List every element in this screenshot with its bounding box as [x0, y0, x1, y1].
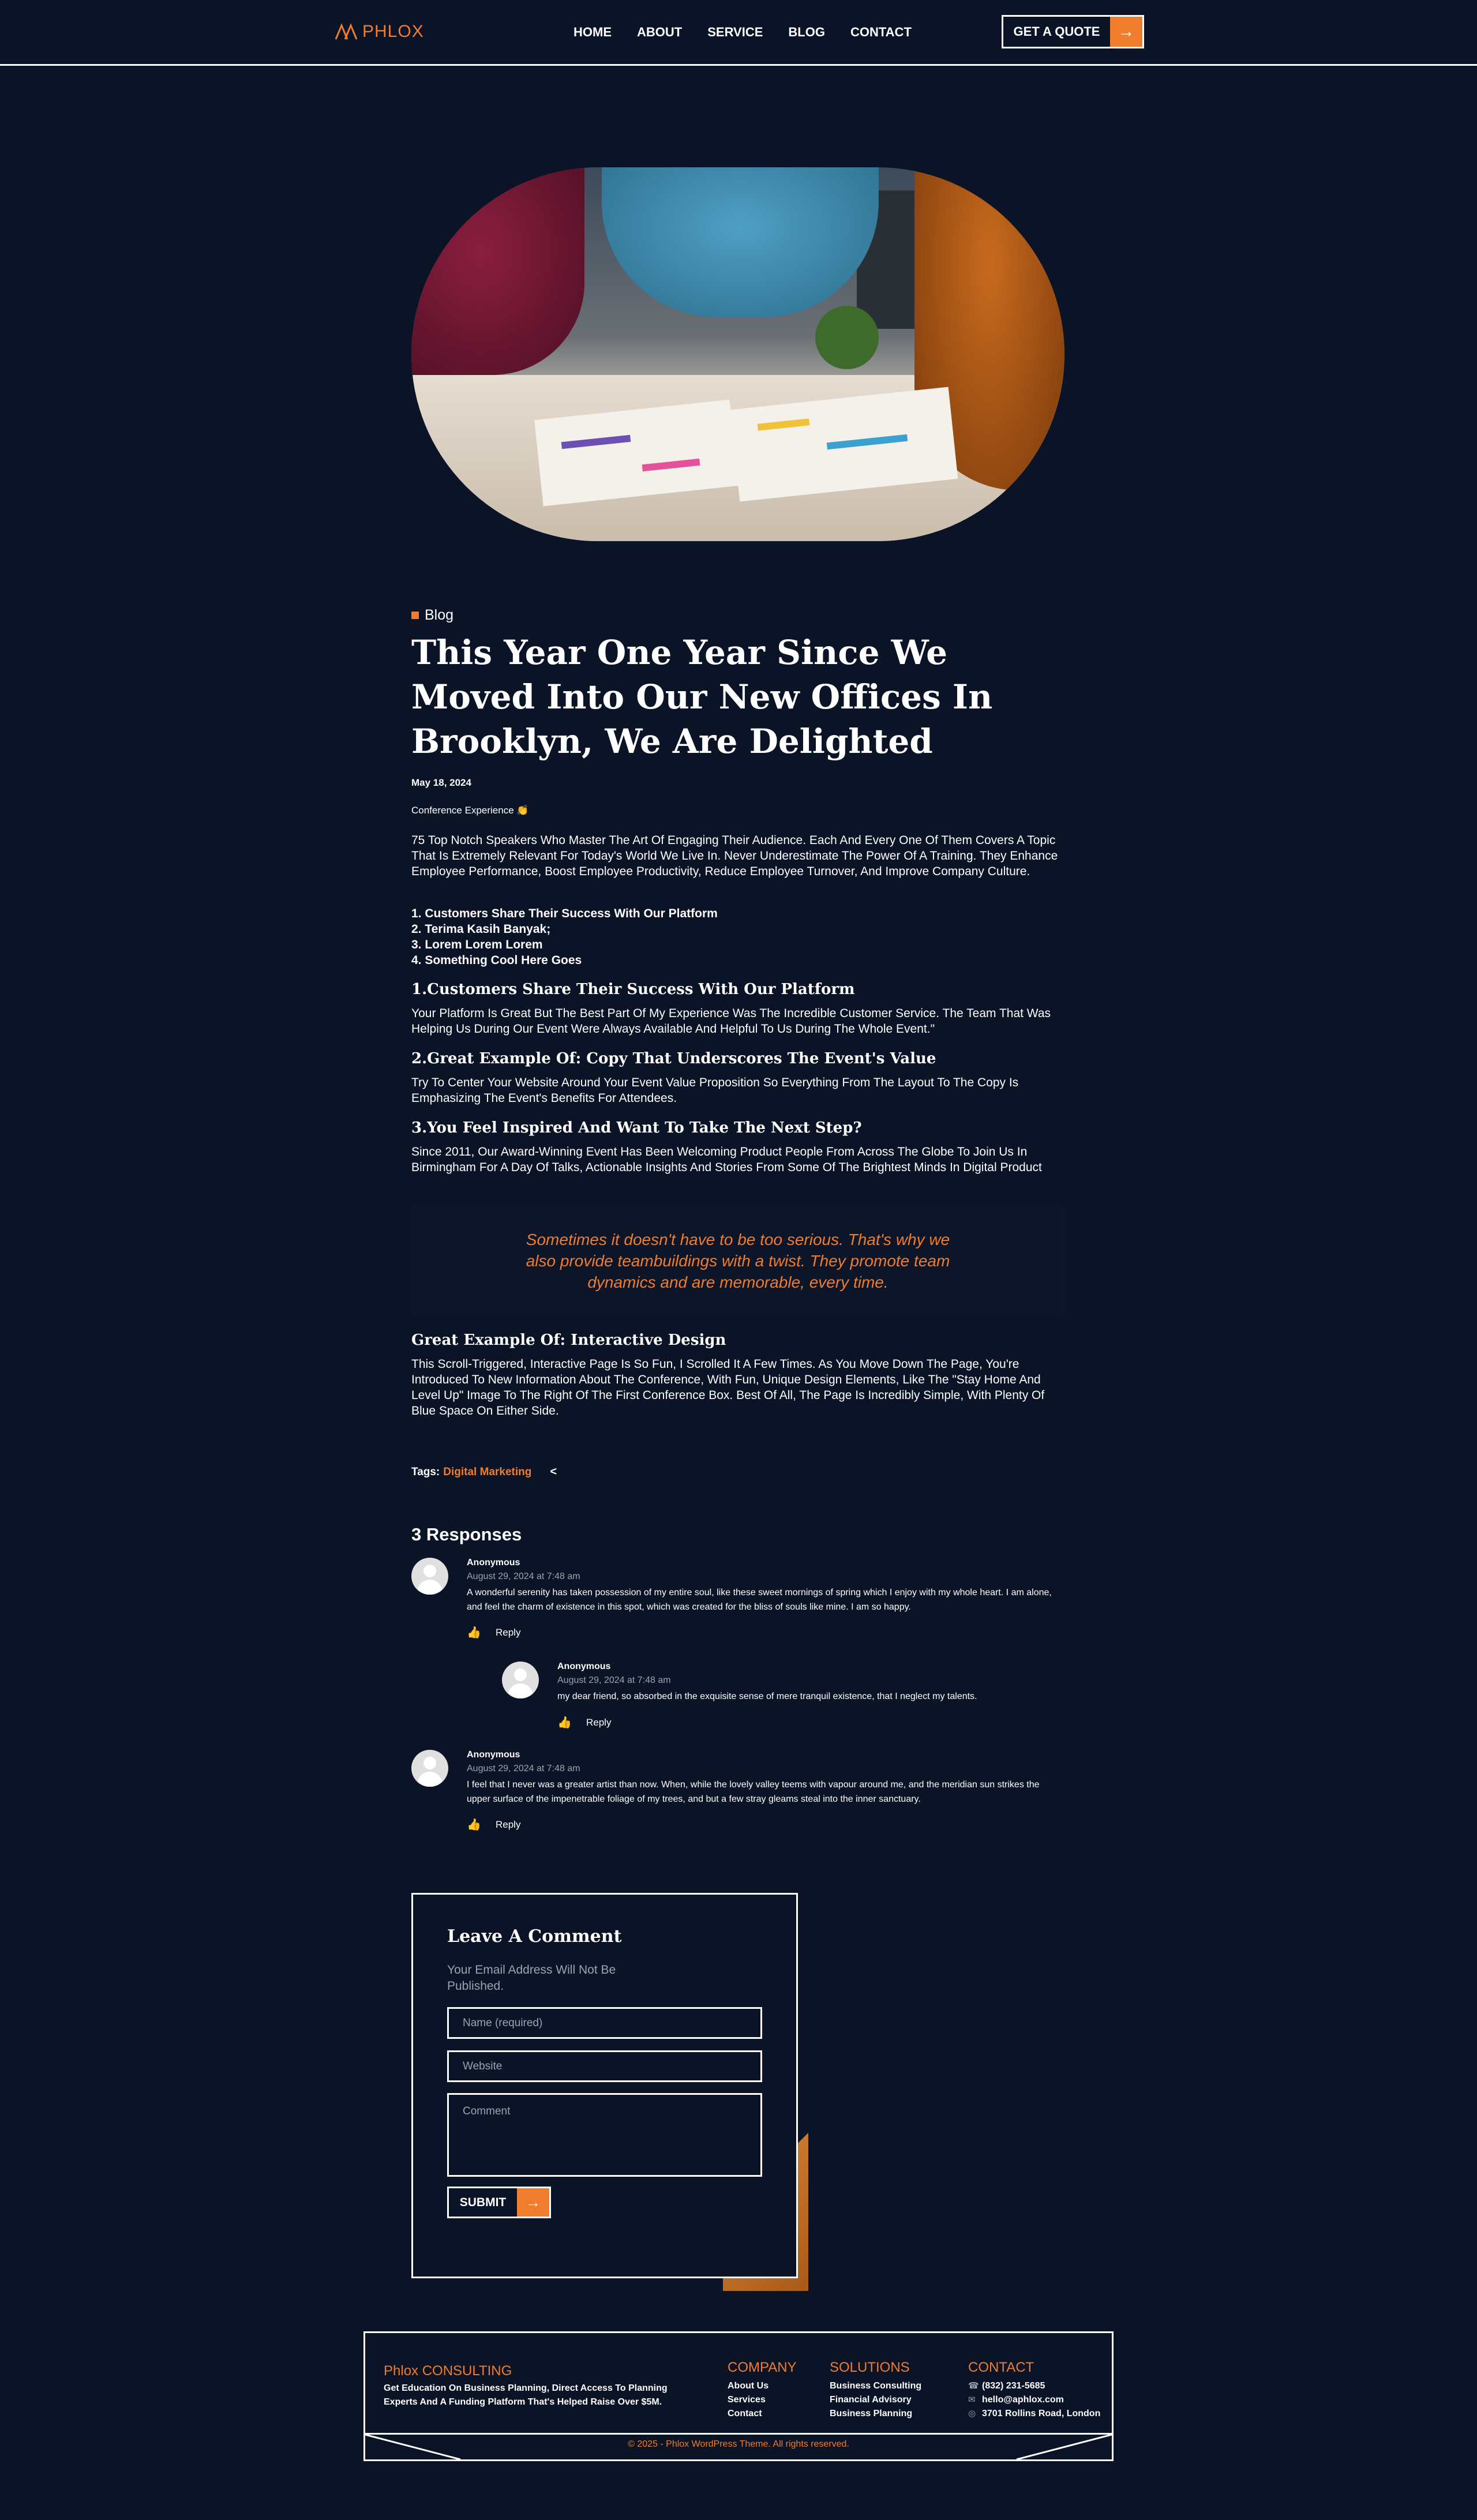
footer-link[interactable]: Services [728, 2395, 766, 2405]
logo-text: PHLOX [362, 22, 424, 41]
footer-brand: Phlox CONSULTING [384, 2363, 512, 2379]
footer-link[interactable]: Business Planning [830, 2409, 913, 2418]
footer-phone-text: (832) 231-5685 [982, 2381, 1045, 2391]
arrow-right-icon: → [517, 2188, 549, 2217]
footer-company [728, 2360, 797, 2421]
footer-contact-title: CONTACT [968, 2360, 1034, 2375]
hero-image [411, 167, 1064, 541]
section-body: Try To Center Your Website Around Your Event Value Proposition So Everything From The Layout To The Copy Is Emphasizing The Event's Benefits For Attendees. [411, 1076, 1019, 1105]
post-title: This Year One Year Since We Moved Into Our New Offices In Brooklyn, We Are Delighted [411, 633, 993, 761]
footer-address [968, 2407, 1100, 2421]
form-title: Leave A Comment [447, 1926, 622, 1947]
reply-link[interactable]: Reply [496, 1819, 521, 1830]
thumbs-up-icon[interactable]: 👍 [467, 1818, 481, 1831]
get-quote-button[interactable] [1002, 15, 1144, 48]
footer-company-title: COMPANY [728, 2360, 797, 2375]
mail-icon: ✉ [968, 2395, 976, 2405]
post-intro: 75 Top Notch Speakers Who Master The Art Of Engaging Their Audience. Each And Every One Of Them Covers A Topic That Is Extremely Relevant For Today's World We Live In. Never Underestimate The Power Of A Training. They Enhance Employee Performance, Boost Employee Productivity, Reduce Employee Turnover, And Improve Company Culture. [411, 834, 1058, 878]
nav-home[interactable]: HOME [573, 25, 612, 39]
comment-form-section [411, 1893, 808, 2291]
reply-link[interactable]: Reply [496, 1627, 521, 1638]
phone-icon: ☎ [968, 2381, 979, 2391]
category-label: Blog [425, 607, 454, 623]
footer-link[interactable]: Contact [728, 2409, 762, 2418]
post-date: May 18, 2024 [411, 777, 471, 788]
nav-service[interactable]: SERVICE [707, 25, 763, 39]
post-tags [411, 1465, 557, 1479]
section-heading: Great Example Of: Interactive Design [411, 1332, 726, 1349]
get-quote-label: GET A QUOTE [1013, 24, 1100, 39]
tags-label: Tags: [411, 1465, 440, 1478]
post-category[interactable] [411, 607, 453, 624]
comment-author: Anonymous [467, 1750, 520, 1760]
nav-contact[interactable]: CONTACT [850, 25, 912, 39]
section-heading: 3.You Feel Inspired And Want To Take The Next Step? [411, 1119, 862, 1137]
comment-textarea[interactable] [447, 2093, 762, 2177]
section-body: This Scroll-Triggered, Interactive Page Is So Fun, I Scrolled It A Few Times. As You Move Down The Page, You're Introduced To New Information About The Conference, With Fun, Unique Design Elements, Like The "Stay Home And Level Up" Image To The Right Of The First Conference Box. Best Of All, The Page Is Incredibly Simple, With Plenty Of Blue Space On Either Side. [411, 1357, 1045, 1417]
post-subhead: Conference Experience 👏 [411, 805, 529, 816]
section-body: Your Platform Is Great But The Best Part Of My Experience Was The Incredible Customer Service. The Team That Was Helping Us During Our Event Were Always Available And Helpful To Us During The Whole Event." [411, 1007, 1051, 1036]
comment-actions [557, 1717, 611, 1728]
footer-email[interactable] [968, 2393, 1100, 2407]
section-body: Since 2011, Our Award-Winning Event Has Been Welcoming Product People From Across The Globe To Join Us In Birmingham For A Day Of Talks, Actionable Insights And Stories From Some Of The Brightest Minds In Digital Product [411, 1145, 1042, 1174]
hero-person-center [602, 167, 879, 317]
comment-item [502, 1662, 1155, 1742]
name-input[interactable] [447, 2007, 762, 2039]
arrow-right-icon: → [1110, 17, 1142, 47]
toc-item: 3. Lorem Lorem Lorem [411, 938, 543, 951]
responses-title: 3 Responses [411, 1524, 522, 1544]
footer-description: Get Education On Business Planning, Direct Access To Planning Experts And A Funding Platform That's Helped Raise Over $5M. [384, 2383, 668, 2407]
comment-actions [467, 1627, 520, 1638]
footer-address-text: 3701 Rollins Road, London [982, 2409, 1101, 2418]
thumbs-up-icon[interactable]: 👍 [467, 1626, 481, 1639]
toc-item: 4. Something Cool Here Goes [411, 954, 582, 967]
nav-blog[interactable]: BLOG [788, 25, 825, 39]
comment-item [411, 1750, 1064, 1848]
footer-email-text: hello@aphlox.com [982, 2395, 1064, 2405]
hero-plant [815, 306, 879, 369]
comment-text: I feel that I never was a greater artist than now. When, while the lovely valley teems with vapour around me, and the meridian sun strikes the upper surface of the impenetrable foliage of my trees, and but a few stray gleams steal into the inner sanctuary. [467, 1780, 1040, 1804]
main-nav [573, 22, 912, 43]
comment-author: Anonymous [557, 1662, 611, 1671]
toc-item: 1. Customers Share Their Success With Our Platform [411, 907, 718, 920]
section-heading: 2.Great Example Of: Copy That Underscores The Event's Value [411, 1050, 936, 1067]
site-footer [363, 2331, 1114, 2461]
comment-item [411, 1558, 1064, 1656]
form-note: Your Email Address Will Not Be Published. [447, 1963, 616, 1993]
comment-date: August 29, 2024 at 7:48 am [467, 1572, 580, 1581]
comment-form [411, 1893, 798, 2278]
footer-link[interactable]: About Us [728, 2381, 769, 2391]
footer-contact [968, 2360, 1100, 2421]
blockquote-text: Sometimes it doesn't have to be too serious. That's why we also provide teambuildings with a twist. They promote team dynamics and are memorable, every time. [526, 1230, 950, 1291]
avatar [502, 1662, 539, 1698]
website-input[interactable] [447, 2050, 762, 2082]
comment-author: Anonymous [467, 1558, 520, 1567]
category-square-icon [411, 612, 419, 619]
section-heading: 1.Customers Share Their Success With Our Platform [411, 981, 855, 998]
footer-phone[interactable] [968, 2379, 1100, 2393]
avatar [411, 1750, 448, 1787]
tag-link[interactable]: Digital Marketing [443, 1465, 532, 1478]
site-logo[interactable] [335, 20, 424, 44]
footer-link[interactable]: Business Consulting [830, 2381, 922, 2391]
footer-solutions [830, 2360, 921, 2421]
logo-mark-icon [335, 23, 361, 40]
hero-person-left [411, 167, 584, 375]
nav-about[interactable]: ABOUT [637, 25, 683, 39]
reply-link[interactable]: Reply [586, 1717, 612, 1728]
comment-date: August 29, 2024 at 7:48 am [467, 1764, 580, 1773]
location-icon: ◎ [968, 2409, 976, 2418]
comment-text: A wonderful serenity has taken possession of my entire soul, like these sweet mornings of spring which I enjoy with my whole heart. I am alone, and feel the charm of existence in this spot, which was created for the bliss of souls like mine. I am so happy. [467, 1588, 1052, 1612]
avatar [411, 1558, 448, 1595]
share-icon[interactable]: < [550, 1465, 557, 1478]
footer-copyright: © 2025 - Phlox WordPress Theme. All rights reserved. [628, 2439, 849, 2449]
site-header [0, 0, 1477, 66]
blockquote [411, 1206, 1064, 1315]
submit-label: SUBMIT [459, 2195, 507, 2209]
footer-solutions-title: SOLUTIONS [830, 2360, 910, 2375]
footer-link[interactable]: Financial Advisory [830, 2395, 912, 2405]
comment-actions [467, 1819, 520, 1831]
toc-item: 2. Terima Kasih Banyak; [411, 922, 551, 936]
table-of-contents [411, 906, 718, 968]
thumbs-up-icon[interactable]: 👍 [557, 1716, 572, 1729]
submit-button[interactable] [447, 2187, 551, 2218]
comment-text: my dear friend, so absorbed in the exquisite sense of mere tranquil existence, that I neglect my talents. [557, 1692, 977, 1701]
comment-date: August 29, 2024 at 7:48 am [557, 1675, 671, 1685]
